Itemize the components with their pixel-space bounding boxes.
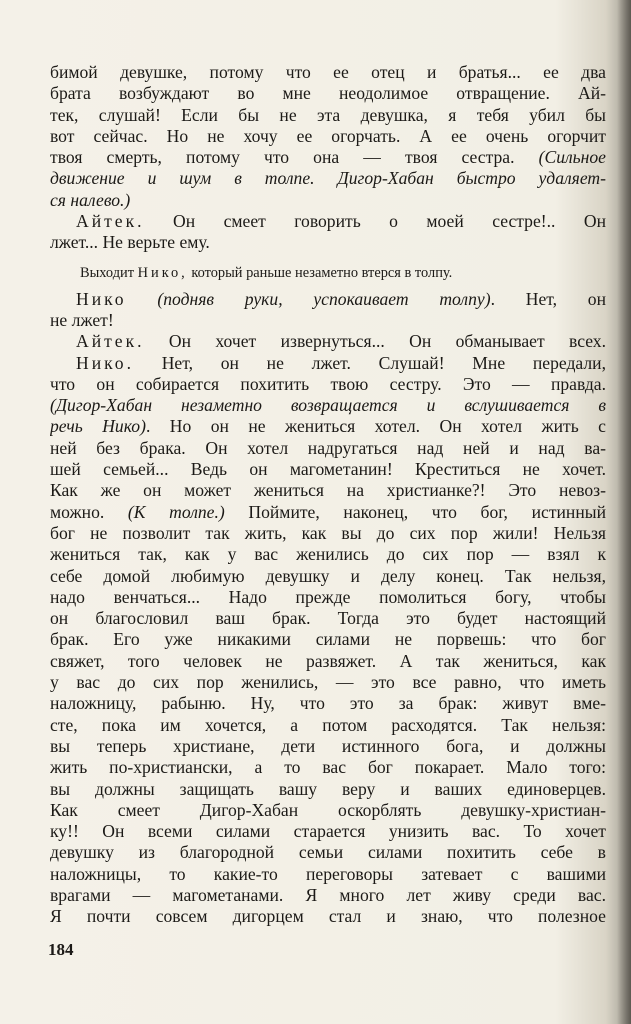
speaker-name: Нико, (137, 264, 188, 281)
stage-direction: (подняв руки, успокаивает толпу) (126, 288, 491, 309)
text-fragment: Он хочет извернуться... Он обманывает всех. (144, 331, 606, 352)
text-line: Я почти совсем дигорцем стал и знаю, что полезное (50, 906, 606, 927)
text-line: надо венчаться... Надо прежде помолиться богу, чтобы (50, 586, 606, 607)
speaker-name: Айтек. (76, 211, 145, 232)
text-line: у вас до сих пор женились, — это все равно, что иметь (50, 672, 606, 693)
text-fragment: Он смеет говорить о моей сестре!.. Он (144, 211, 606, 232)
speaker-name: Нико. (76, 352, 134, 373)
text-line: бимой девушке, потому что ее отец и братья... ее два (50, 62, 606, 82)
text-line: брак. Его уже никакими силами не порвешь: что бог (50, 629, 606, 650)
text-line: сте, пока им хочется, а потом расходятся. Так нельзя: (50, 714, 606, 735)
text-line (50, 147, 606, 168)
speaker-name: Айтек. (76, 331, 145, 352)
text-line (50, 502, 606, 523)
text-line: врагами — магометанами. Я много лет живу среди вас. (50, 884, 606, 905)
page-number: 184 (48, 940, 74, 959)
text-line: вот сейчас. Но не хочу ее огорчать. А ее очень огорчит (50, 125, 606, 146)
text-fragment: Нет, он не лжет. Слушай! Мне передали, (133, 352, 606, 373)
text-line: свяжет, того человек не развяжет. А так жениться, как (50, 650, 606, 671)
text-line: жениться так, как у вас женились до сих пор — взял к (50, 544, 606, 565)
speaker-name: Нико (76, 288, 127, 309)
page-text (50, 62, 606, 928)
text-line (50, 331, 606, 352)
text-line: вы должны защищать вашу веру и ваших единоверцев. (50, 778, 606, 799)
text-line (50, 353, 606, 374)
stage-direction-line (80, 263, 606, 283)
text-line: брата возбуждают во мне неодолимое отвращение. Ай- (50, 83, 606, 104)
text-line: себе домой любимую девушку и делу конец. Так нельзя, (50, 565, 606, 586)
text-line: Как смеет Дигор-Хабан оскорблять девушку-христиан- (50, 799, 606, 820)
text-fragment: твоя смерть, потому что она — твоя сестра. (50, 147, 539, 168)
stage-direction: речь Нико) (50, 416, 146, 437)
text-line: не лжет! (50, 309, 114, 330)
stage-direction: ся налево.) (50, 189, 131, 210)
text-line: Как же он может жениться на христианке?! Это невоз- (50, 480, 606, 501)
text-line: наложницы, то какие-то переговоры затевает с вашими (50, 863, 606, 884)
text-line: девушку из благородной семьи силами похитить себе в (50, 842, 606, 863)
text-fragment: Выходит (80, 264, 138, 281)
text-line: вы теперь христиане, дети истинного бога, и должны (50, 735, 606, 756)
text-line (50, 416, 606, 437)
text-line: шей семьей... Ведь он магометанин! Креститься не хочет. (50, 459, 606, 480)
text-fragment: . Нет, он (490, 288, 606, 309)
text-fragment: . Но он не жениться хотел. Он хотел жить с (145, 416, 606, 437)
text-fragment: можно. (50, 501, 128, 522)
stage-direction: (Дигор-Хабан незаметно возвращается и вслушивается в (50, 395, 606, 416)
text-line (50, 289, 606, 310)
book-spine-shadow (617, 0, 631, 1024)
text-line (50, 211, 606, 232)
text-line: бог не позволит так жить, как вы до сих пор жили! Нельзя (50, 522, 606, 543)
stage-direction: движение и шум в толпе. Дигор-Хабан быстро удаляет- (50, 168, 606, 189)
text-line: что он собирается похитить твою сестру. Это — правда. (50, 373, 606, 394)
text-fragment: Поймите, наконец, что бог, истинный (224, 501, 606, 522)
text-line: наложницу, рабыню. Ну, что это за брак: живут вме- (50, 693, 606, 714)
stage-direction: (Сильное (538, 147, 606, 168)
text-line: лжет... Не верьте ему. (50, 232, 210, 253)
stage-direction: (К толпе.) (127, 501, 225, 522)
text-line: он благословил ваш брак. Тогда это будет настоящий (50, 608, 606, 629)
text-line: ней без брака. Он хотел надругаться над ней и над ва- (50, 437, 606, 458)
text-line: жить по-христиански, а то вас бог покарает. Мало того: (50, 757, 606, 778)
text-fragment: который раньше незаметно втерся в толпу. (187, 264, 453, 281)
text-line: тек, слушай! Если бы не эта девушка, я тебя убил бы (50, 104, 606, 125)
text-line: ку!! Он всеми силами старается унизить вас. То хочет (50, 821, 606, 842)
